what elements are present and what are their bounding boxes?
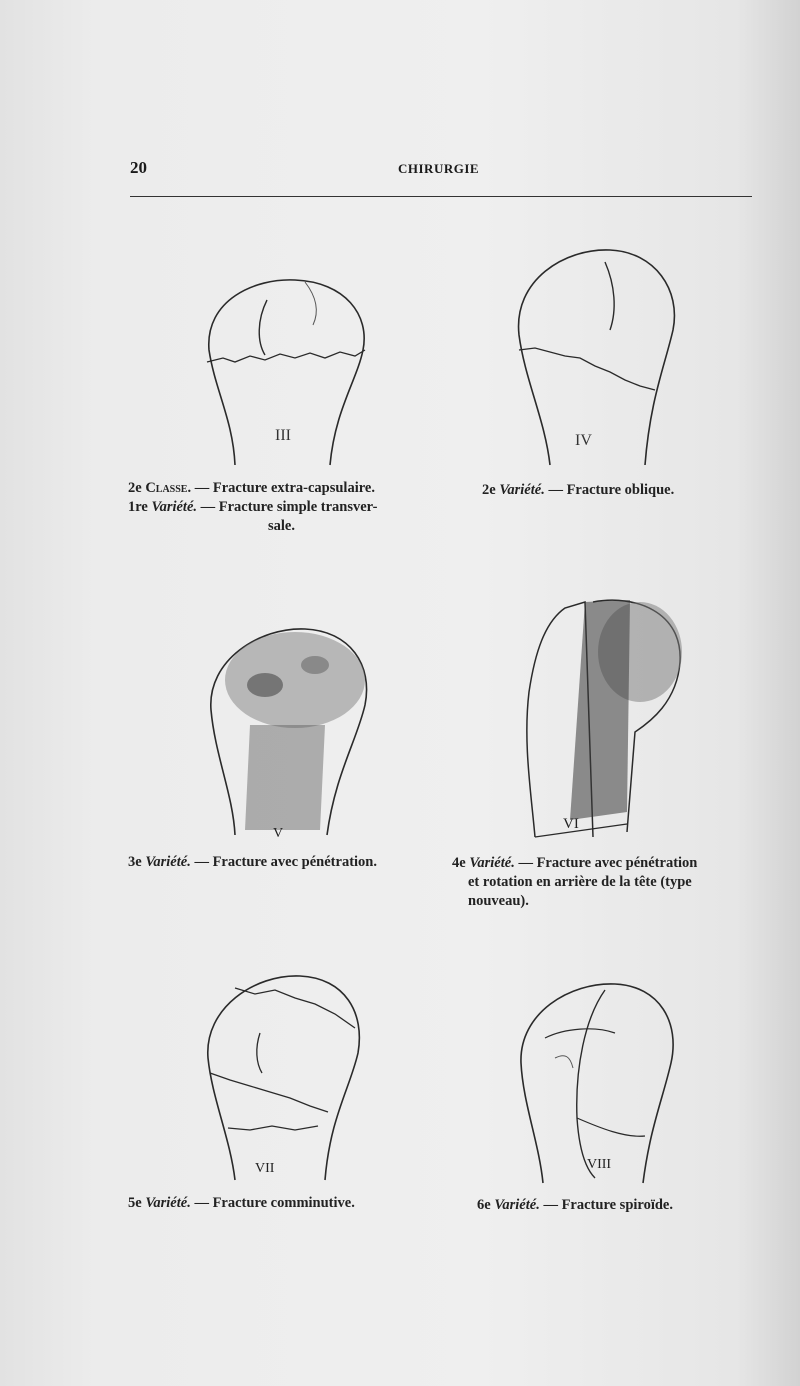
caption-fig5 bbox=[128, 1194, 448, 1213]
figure-numeral: VI bbox=[563, 816, 579, 832]
variety-number: 1re bbox=[128, 499, 148, 515]
running-head: CHIRURGIE bbox=[398, 161, 480, 176]
class-text: — Fracture extra-capsulaire. bbox=[194, 480, 375, 496]
figure-numeral: III bbox=[275, 427, 291, 444]
figure-penetration-fracture bbox=[205, 625, 375, 840]
figure-numeral: VII bbox=[255, 1161, 275, 1176]
variety-label: Variété. bbox=[151, 499, 198, 515]
figure-numeral: V bbox=[273, 826, 284, 840]
class-label: Classe. bbox=[145, 480, 192, 496]
variety-text: — Fracture simple transver- bbox=[200, 499, 378, 515]
caption-label: Variété. bbox=[494, 1197, 540, 1213]
header-rule bbox=[130, 196, 752, 197]
caption-fig2 bbox=[482, 481, 752, 500]
caption-text: — Fracture avec pénétration. bbox=[194, 854, 377, 870]
caption-text: — Fracture oblique. bbox=[548, 482, 675, 498]
figure-oblique-fracture bbox=[505, 240, 685, 470]
figure-penetration-rotation-fracture bbox=[515, 592, 690, 842]
caption-fig6 bbox=[477, 1196, 767, 1215]
figure-numeral: VIII bbox=[587, 1157, 612, 1172]
caption-label: Variété. bbox=[145, 854, 191, 870]
caption-fig4 bbox=[452, 854, 762, 911]
caption-label: Variété. bbox=[145, 1195, 191, 1211]
caption-number: 2e bbox=[482, 482, 496, 498]
caption-line2: et rotation en arrière de la tête (type bbox=[468, 874, 692, 890]
caption-text: — Fracture avec pénétration bbox=[518, 855, 698, 871]
figure-numeral: IV bbox=[575, 432, 592, 449]
caption-label: Variété. bbox=[499, 482, 545, 498]
caption-text: — Fracture comminutive. bbox=[194, 1195, 355, 1211]
figure-spiral-fracture bbox=[515, 978, 680, 1188]
figure-transverse-fracture bbox=[195, 270, 375, 470]
caption-number: 6e bbox=[477, 1197, 491, 1213]
figure-comminuted-fracture bbox=[200, 968, 365, 1183]
caption-text: — Fracture spiroïde. bbox=[543, 1197, 673, 1213]
class-number: 2e bbox=[128, 480, 142, 496]
page-number: 20 bbox=[130, 158, 147, 177]
caption-number: 4e bbox=[452, 855, 466, 871]
caption-fig1 bbox=[128, 479, 428, 536]
caption-number: 3e bbox=[128, 854, 142, 870]
caption-number: 5e bbox=[128, 1195, 142, 1211]
caption-label: Variété. bbox=[469, 855, 515, 871]
page-header bbox=[130, 158, 750, 182]
caption-fig3 bbox=[128, 853, 448, 872]
variety-cont: sale. bbox=[268, 518, 295, 534]
caption-line3: nouveau). bbox=[468, 893, 529, 909]
